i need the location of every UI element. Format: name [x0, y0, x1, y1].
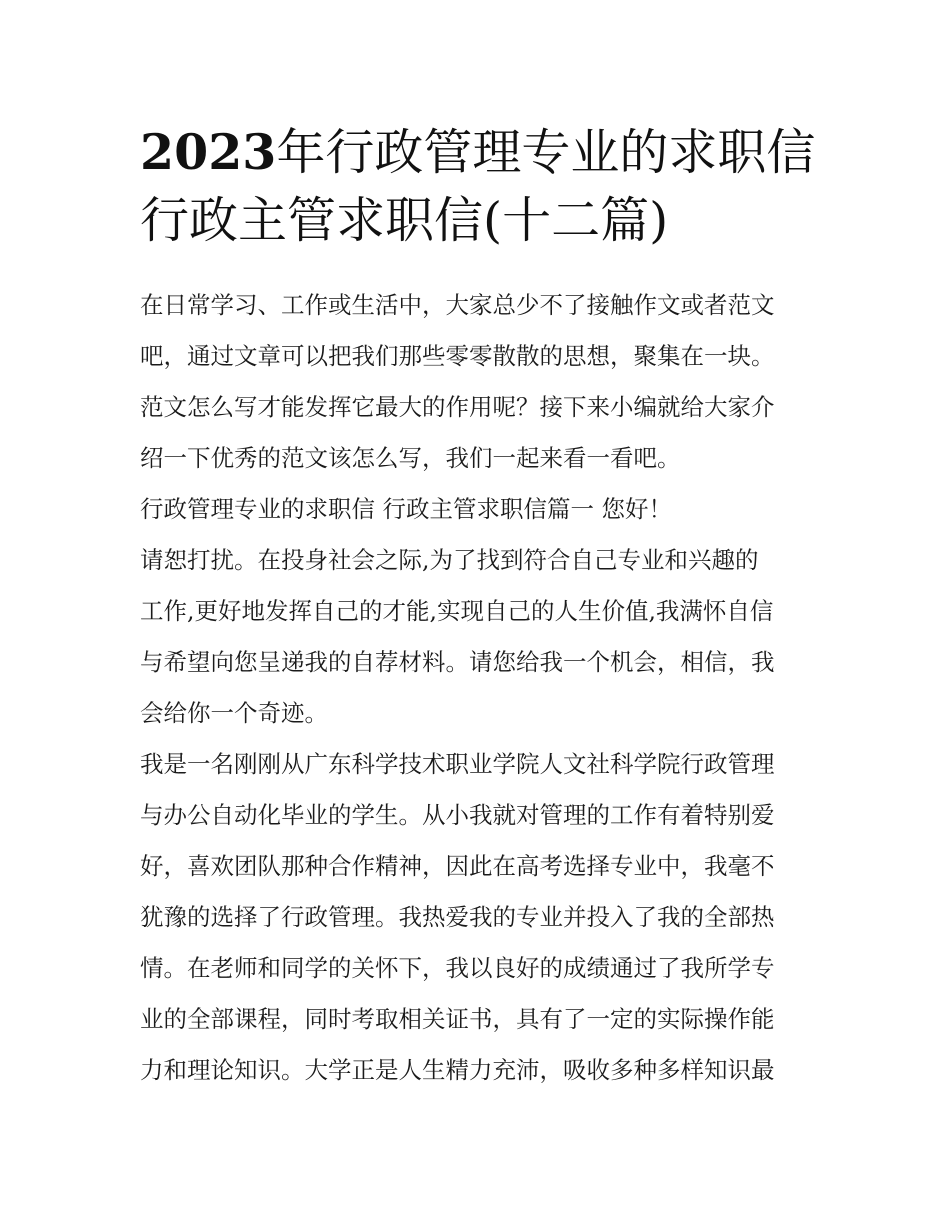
body-line: 与希望向您呈递我的自荐材料。请您给我一个机会，相信，我 [140, 648, 775, 676]
document-title [140, 118, 820, 255]
title-line-2: 行政主管求职信(十二篇) [140, 192, 669, 249]
body-line: 犹豫的选择了行政管理。我热爱我的专业并投入了我的全部热 [140, 903, 775, 931]
body-line: 工作,更好地发挥自己的才能,实现自己的人生价值,我满怀自信 [140, 597, 774, 625]
body-line: 绍一下优秀的范文该怎么写，我们一起来看一看吧。 [140, 444, 681, 472]
title-line-1-text: 年行政管理专业的求职信 [276, 124, 816, 181]
section-heading-line: 行政管理专业的求职信 行政主管求职信篇一 您好！ [140, 495, 672, 523]
title-year: 2023 [140, 123, 277, 181]
body-line: 好，喜欢团队那种合作精神，因此在高考选择专业中，我毫不 [140, 852, 775, 880]
body-line: 范文怎么写才能发挥它最大的作用呢？接下来小编就给大家介 [140, 393, 775, 421]
document-body [140, 280, 820, 1096]
body-line: 情。在老师和同学的关怀下，我以良好的成绩通过了我所学专 [140, 954, 775, 982]
title-line-1 [140, 118, 820, 187]
body-line: 会给你一个奇迹。 [140, 699, 328, 727]
body-line: 业的全部课程，同时考取相关证书，具有了一定的实际操作能 [140, 1005, 775, 1033]
body-line: 吧，通过文章可以把我们那些零零散散的思想，聚集在一块。 [140, 342, 775, 370]
body-line: 与办公自动化毕业的学生。从小我就对管理的工作有着特别爱 [140, 801, 775, 829]
body-line: 请恕打扰。在投身社会之际,为了找到符合自己专业和兴趣的 [140, 546, 759, 574]
body-line: 我是一名刚刚从广东科学技术职业学院人文社科学院行政管理 [140, 750, 775, 778]
body-line: 力和理论知识。大学正是人生精力充沛，吸收多种多样知识最 [140, 1056, 775, 1084]
body-line: 在日常学习、工作或生活中，大家总少不了接触作文或者范文 [140, 291, 775, 319]
